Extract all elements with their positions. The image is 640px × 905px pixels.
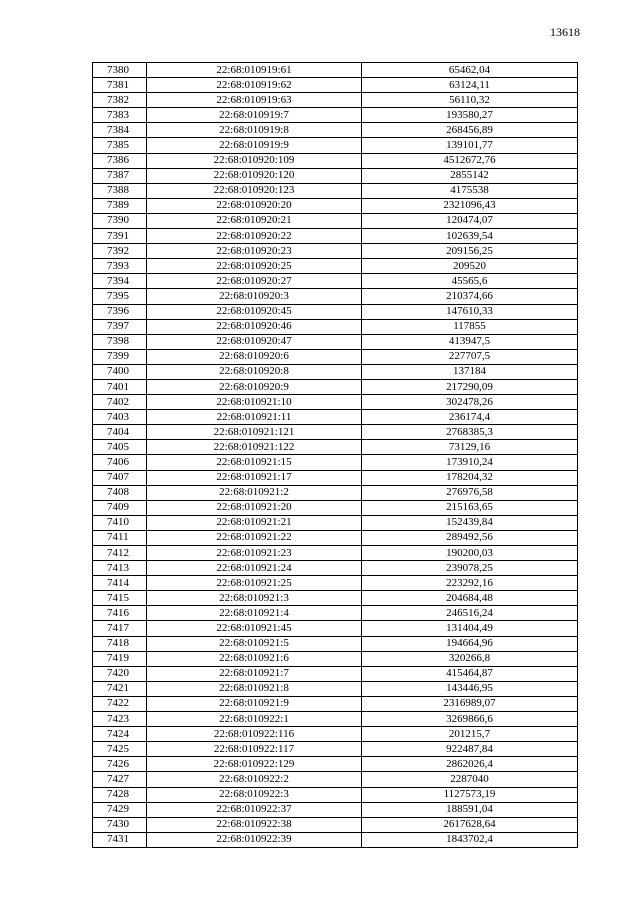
cadastral-number-cell: 22:68:010921:9 <box>147 696 362 711</box>
table-row <box>93 832 578 847</box>
table-row <box>93 168 578 183</box>
row-number-cell: 7411 <box>93 530 147 545</box>
table-row <box>93 621 578 636</box>
table-row <box>93 123 578 138</box>
cadastral-number-cell: 22:68:010919:7 <box>147 108 362 123</box>
value-cell: 320266,8 <box>362 651 578 666</box>
table-row <box>93 229 578 244</box>
row-number-cell: 7427 <box>93 772 147 787</box>
table-row <box>93 802 578 817</box>
value-cell: 204684,48 <box>362 591 578 606</box>
value-cell: 73129,16 <box>362 440 578 455</box>
cadastral-number-cell: 22:68:010920:123 <box>147 183 362 198</box>
cadastral-number-cell: 22:68:010921:10 <box>147 395 362 410</box>
value-cell: 102639,54 <box>362 229 578 244</box>
table-row <box>93 334 578 349</box>
table-row <box>93 470 578 485</box>
value-cell: 209520 <box>362 259 578 274</box>
cadastral-table-container <box>92 62 577 848</box>
table-row <box>93 213 578 228</box>
row-number-cell: 7413 <box>93 561 147 576</box>
row-number-cell: 7386 <box>93 153 147 168</box>
value-cell: 178204,32 <box>362 470 578 485</box>
value-cell: 117855 <box>362 319 578 334</box>
table-row <box>93 274 578 289</box>
row-number-cell: 7403 <box>93 410 147 425</box>
cadastral-number-cell: 22:68:010921:6 <box>147 651 362 666</box>
row-number-cell: 7408 <box>93 485 147 500</box>
table-row <box>93 364 578 379</box>
cadastral-number-cell: 22:68:010920:45 <box>147 304 362 319</box>
value-cell: 2287040 <box>362 772 578 787</box>
row-number-cell: 7390 <box>93 213 147 228</box>
row-number-cell: 7388 <box>93 183 147 198</box>
cadastral-number-cell: 22:68:010921:7 <box>147 666 362 681</box>
value-cell: 65462,04 <box>362 63 578 78</box>
table-row <box>93 696 578 711</box>
row-number-cell: 7389 <box>93 198 147 213</box>
row-number-cell: 7380 <box>93 63 147 78</box>
cadastral-number-cell: 22:68:010919:61 <box>147 63 362 78</box>
value-cell: 210374,66 <box>362 289 578 304</box>
cadastral-number-cell: 22:68:010920:6 <box>147 349 362 364</box>
row-number-cell: 7407 <box>93 470 147 485</box>
table-row <box>93 787 578 802</box>
table-row <box>93 515 578 530</box>
cadastral-table <box>92 62 578 848</box>
table-row <box>93 349 578 364</box>
value-cell: 2862026,4 <box>362 757 578 772</box>
value-cell: 223292,16 <box>362 576 578 591</box>
table-row <box>93 485 578 500</box>
table-row <box>93 183 578 198</box>
value-cell: 173910,24 <box>362 455 578 470</box>
cadastral-number-cell: 22:68:010920:27 <box>147 274 362 289</box>
table-row <box>93 591 578 606</box>
row-number-cell: 7387 <box>93 168 147 183</box>
cadastral-number-cell: 22:68:010920:8 <box>147 364 362 379</box>
table-row <box>93 561 578 576</box>
cadastral-number-cell: 22:68:010920:120 <box>147 168 362 183</box>
value-cell: 137184 <box>362 364 578 379</box>
table-row <box>93 772 578 787</box>
row-number-cell: 7398 <box>93 334 147 349</box>
row-number-cell: 7425 <box>93 742 147 757</box>
cadastral-number-cell: 22:68:010921:122 <box>147 440 362 455</box>
row-number-cell: 7429 <box>93 802 147 817</box>
row-number-cell: 7416 <box>93 606 147 621</box>
cadastral-number-cell: 22:68:010921:2 <box>147 485 362 500</box>
table-row <box>93 606 578 621</box>
value-cell: 194664,96 <box>362 636 578 651</box>
cadastral-number-cell: 22:68:010920:9 <box>147 379 362 394</box>
table-row <box>93 500 578 515</box>
value-cell: 2316989,07 <box>362 696 578 711</box>
cadastral-number-cell: 22:68:010920:3 <box>147 289 362 304</box>
cadastral-number-cell: 22:68:010921:3 <box>147 591 362 606</box>
cadastral-number-cell: 22:68:010920:25 <box>147 259 362 274</box>
row-number-cell: 7430 <box>93 817 147 832</box>
value-cell: 201215,7 <box>362 727 578 742</box>
value-cell: 1127573,19 <box>362 787 578 802</box>
value-cell: 63124,11 <box>362 78 578 93</box>
row-number-cell: 7417 <box>93 621 147 636</box>
row-number-cell: 7424 <box>93 727 147 742</box>
cadastral-number-cell: 22:68:010922:39 <box>147 832 362 847</box>
row-number-cell: 7401 <box>93 379 147 394</box>
cadastral-number-cell: 22:68:010919:9 <box>147 138 362 153</box>
value-cell: 147610,33 <box>362 304 578 319</box>
cadastral-number-cell: 22:68:010920:109 <box>147 153 362 168</box>
value-cell: 56110,32 <box>362 93 578 108</box>
value-cell: 139101,77 <box>362 138 578 153</box>
value-cell: 2855142 <box>362 168 578 183</box>
row-number-cell: 7381 <box>93 78 147 93</box>
table-row <box>93 259 578 274</box>
value-cell: 289492,56 <box>362 530 578 545</box>
cadastral-number-cell: 22:68:010920:21 <box>147 213 362 228</box>
value-cell: 3269866,6 <box>362 712 578 727</box>
row-number-cell: 7393 <box>93 259 147 274</box>
table-row <box>93 636 578 651</box>
table-row <box>93 712 578 727</box>
row-number-cell: 7414 <box>93 576 147 591</box>
row-number-cell: 7385 <box>93 138 147 153</box>
table-row <box>93 817 578 832</box>
cadastral-number-cell: 22:68:010922:117 <box>147 742 362 757</box>
cadastral-number-cell: 22:68:010921:45 <box>147 621 362 636</box>
table-row <box>93 546 578 561</box>
value-cell: 217290,09 <box>362 379 578 394</box>
value-cell: 1843702,4 <box>362 832 578 847</box>
value-cell: 45565,6 <box>362 274 578 289</box>
cadastral-number-cell: 22:68:010922:3 <box>147 787 362 802</box>
table-row <box>93 742 578 757</box>
table-row <box>93 530 578 545</box>
row-number-cell: 7415 <box>93 591 147 606</box>
value-cell: 4175538 <box>362 183 578 198</box>
row-number-cell: 7396 <box>93 304 147 319</box>
row-number-cell: 7406 <box>93 455 147 470</box>
row-number-cell: 7397 <box>93 319 147 334</box>
cadastral-number-cell: 22:68:010922:38 <box>147 817 362 832</box>
value-cell: 190200,03 <box>362 546 578 561</box>
cadastral-number-cell: 22:68:010919:63 <box>147 93 362 108</box>
table-row <box>93 289 578 304</box>
table-row <box>93 379 578 394</box>
cadastral-number-cell: 22:68:010919:62 <box>147 78 362 93</box>
table-body <box>93 63 578 848</box>
row-number-cell: 7421 <box>93 681 147 696</box>
table-row <box>93 757 578 772</box>
row-number-cell: 7420 <box>93 666 147 681</box>
cadastral-number-cell: 22:68:010921:8 <box>147 681 362 696</box>
row-number-cell: 7402 <box>93 395 147 410</box>
row-number-cell: 7395 <box>93 289 147 304</box>
table-row <box>93 63 578 78</box>
table-row <box>93 440 578 455</box>
table-row <box>93 244 578 259</box>
table-row <box>93 153 578 168</box>
row-number-cell: 7423 <box>93 712 147 727</box>
value-cell: 236174,4 <box>362 410 578 425</box>
value-cell: 413947,5 <box>362 334 578 349</box>
table-row <box>93 395 578 410</box>
cadastral-number-cell: 22:68:010921:23 <box>147 546 362 561</box>
row-number-cell: 7382 <box>93 93 147 108</box>
row-number-cell: 7422 <box>93 696 147 711</box>
cadastral-number-cell: 22:68:010921:21 <box>147 515 362 530</box>
cadastral-number-cell: 22:68:010921:17 <box>147 470 362 485</box>
table-row <box>93 78 578 93</box>
value-cell: 246516,24 <box>362 606 578 621</box>
row-number-cell: 7426 <box>93 757 147 772</box>
row-number-cell: 7399 <box>93 349 147 364</box>
table-row <box>93 138 578 153</box>
cadastral-number-cell: 22:68:010921:5 <box>147 636 362 651</box>
table-row <box>93 455 578 470</box>
row-number-cell: 7418 <box>93 636 147 651</box>
cadastral-number-cell: 22:68:010922:116 <box>147 727 362 742</box>
cadastral-number-cell: 22:68:010922:37 <box>147 802 362 817</box>
row-number-cell: 7384 <box>93 123 147 138</box>
row-number-cell: 7383 <box>93 108 147 123</box>
page-number: 13618 <box>550 25 580 39</box>
row-number-cell: 7412 <box>93 546 147 561</box>
value-cell: 4512672,76 <box>362 153 578 168</box>
table-row <box>93 198 578 213</box>
cadastral-number-cell: 22:68:010921:121 <box>147 425 362 440</box>
cadastral-number-cell: 22:68:010922:2 <box>147 772 362 787</box>
table-row <box>93 108 578 123</box>
cadastral-number-cell: 22:68:010921:15 <box>147 455 362 470</box>
value-cell: 209156,25 <box>362 244 578 259</box>
cadastral-number-cell: 22:68:010921:20 <box>147 500 362 515</box>
cadastral-number-cell: 22:68:010919:8 <box>147 123 362 138</box>
value-cell: 415464,87 <box>362 666 578 681</box>
value-cell: 193580,27 <box>362 108 578 123</box>
value-cell: 131404,49 <box>362 621 578 636</box>
value-cell: 188591,04 <box>362 802 578 817</box>
value-cell: 268456,89 <box>362 123 578 138</box>
cadastral-number-cell: 22:68:010922:1 <box>147 712 362 727</box>
table-row <box>93 727 578 742</box>
row-number-cell: 7392 <box>93 244 147 259</box>
value-cell: 143446,95 <box>362 681 578 696</box>
row-number-cell: 7431 <box>93 832 147 847</box>
row-number-cell: 7400 <box>93 364 147 379</box>
table-row <box>93 410 578 425</box>
cadastral-number-cell: 22:68:010920:46 <box>147 319 362 334</box>
table-row <box>93 304 578 319</box>
value-cell: 2768385,3 <box>362 425 578 440</box>
value-cell: 276976,58 <box>362 485 578 500</box>
cadastral-number-cell: 22:68:010920:23 <box>147 244 362 259</box>
table-row <box>93 319 578 334</box>
cadastral-number-cell: 22:68:010920:20 <box>147 198 362 213</box>
cadastral-number-cell: 22:68:010920:22 <box>147 229 362 244</box>
value-cell: 215163,65 <box>362 500 578 515</box>
value-cell: 120474,07 <box>362 213 578 228</box>
value-cell: 922487,84 <box>362 742 578 757</box>
row-number-cell: 7410 <box>93 515 147 530</box>
value-cell: 2321096,43 <box>362 198 578 213</box>
value-cell: 239078,25 <box>362 561 578 576</box>
row-number-cell: 7419 <box>93 651 147 666</box>
cadastral-number-cell: 22:68:010921:24 <box>147 561 362 576</box>
value-cell: 227707,5 <box>362 349 578 364</box>
cadastral-number-cell: 22:68:010921:22 <box>147 530 362 545</box>
row-number-cell: 7394 <box>93 274 147 289</box>
table-row <box>93 93 578 108</box>
value-cell: 302478,26 <box>362 395 578 410</box>
cadastral-number-cell: 22:68:010922:129 <box>147 757 362 772</box>
row-number-cell: 7391 <box>93 229 147 244</box>
table-row <box>93 681 578 696</box>
row-number-cell: 7409 <box>93 500 147 515</box>
value-cell: 152439,84 <box>362 515 578 530</box>
cadastral-number-cell: 22:68:010921:25 <box>147 576 362 591</box>
cadastral-number-cell: 22:68:010921:11 <box>147 410 362 425</box>
row-number-cell: 7405 <box>93 440 147 455</box>
table-row <box>93 425 578 440</box>
table-row <box>93 666 578 681</box>
table-row <box>93 651 578 666</box>
cadastral-number-cell: 22:68:010920:47 <box>147 334 362 349</box>
row-number-cell: 7404 <box>93 425 147 440</box>
value-cell: 2617628,64 <box>362 817 578 832</box>
table-row <box>93 576 578 591</box>
row-number-cell: 7428 <box>93 787 147 802</box>
cadastral-number-cell: 22:68:010921:4 <box>147 606 362 621</box>
